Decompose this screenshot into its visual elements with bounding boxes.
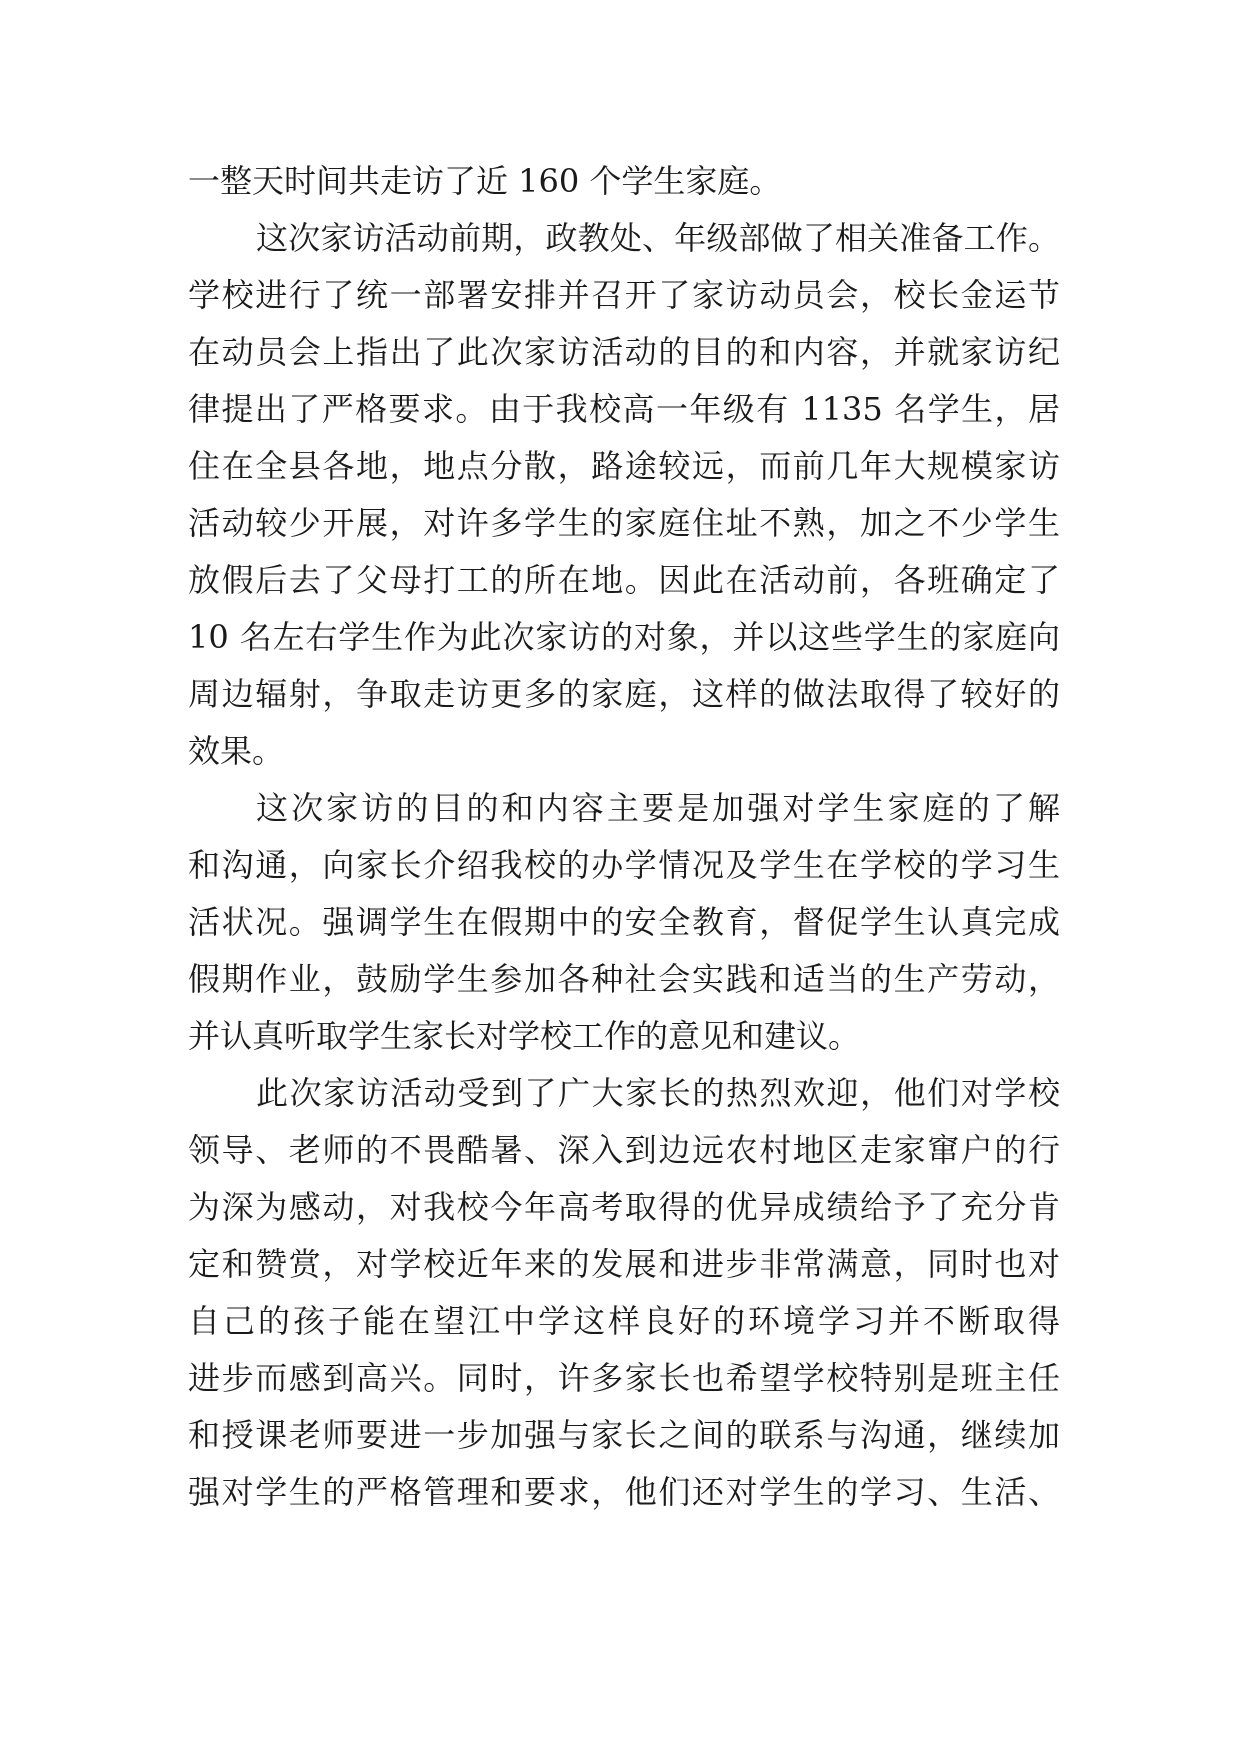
text-line: 并认真听取学生家长对学校工作的意见和建议。 <box>188 1017 861 1055</box>
text-line: 和授课老师要进一步加强与家长之间的联系与沟通，继续加 <box>188 1416 1060 1454</box>
text-line: 周边辐射，争取走访更多的家庭，这样的做法取得了较好的 <box>188 675 1060 713</box>
text-line: 活动较少开展，对许多学生的家庭住址不熟，加之不少学生 <box>188 504 1060 542</box>
text-line: 一整天时间共走访了近 160 个学生家庭。 <box>188 162 782 200</box>
text-line: 在动员会上指出了此次家访活动的目的和内容，并就家访纪 <box>188 333 1060 371</box>
text-line: 学校进行了统一部署安排并召开了家访动员会，校长金运节 <box>188 276 1060 314</box>
text-line: 效果。 <box>188 732 285 770</box>
text-line: 进步而感到高兴。同时，许多家长也希望学校特别是班主任 <box>188 1359 1060 1397</box>
text-line: 假期作业，鼓励学生参加各种社会实践和适当的生产劳动， <box>188 960 1060 998</box>
text-line: 这次家访活动前期，政教处、年级部做了相关准备工作。 <box>256 219 1060 257</box>
text-line: 和沟通，向家长介绍我校的办学情况及学生在学校的学习生 <box>188 846 1060 884</box>
text-line: 住在全县各地，地点分散，路途较远，而前几年大规模家访 <box>188 447 1060 485</box>
text-line: 为深为感动，对我校今年高考取得的优异成绩给予了充分肯 <box>188 1188 1060 1226</box>
text-line: 定和赞赏，对学校近年来的发展和进步非常满意，同时也对 <box>188 1245 1060 1283</box>
text-line: 活状况。强调学生在假期中的安全教育，督促学生认真完成 <box>188 903 1060 941</box>
text-line: 领导、老师的不畏酷暑、深入到边远农村地区走家窜户的行 <box>188 1131 1060 1169</box>
text-line: 10 名左右学生作为此次家访的对象，并以这些学生的家庭向 <box>188 618 1060 656</box>
text-line: 自己的孩子能在望江中学这样良好的环境学习并不断取得 <box>188 1302 1060 1340</box>
text-line: 放假后去了父母打工的所在地。因此在活动前，各班确定了 <box>188 561 1060 599</box>
text-line: 这次家访的目的和内容主要是加强对学生家庭的了解 <box>256 789 1060 827</box>
text-line: 强对学生的严格管理和要求，他们还对学生的学习、生活、 <box>188 1473 1060 1511</box>
text-line: 此次家访活动受到了广大家长的热烈欢迎，他们对学校 <box>256 1074 1060 1112</box>
text-line: 律提出了严格要求。由于我校高一年级有 1135 名学生，居 <box>188 390 1060 428</box>
